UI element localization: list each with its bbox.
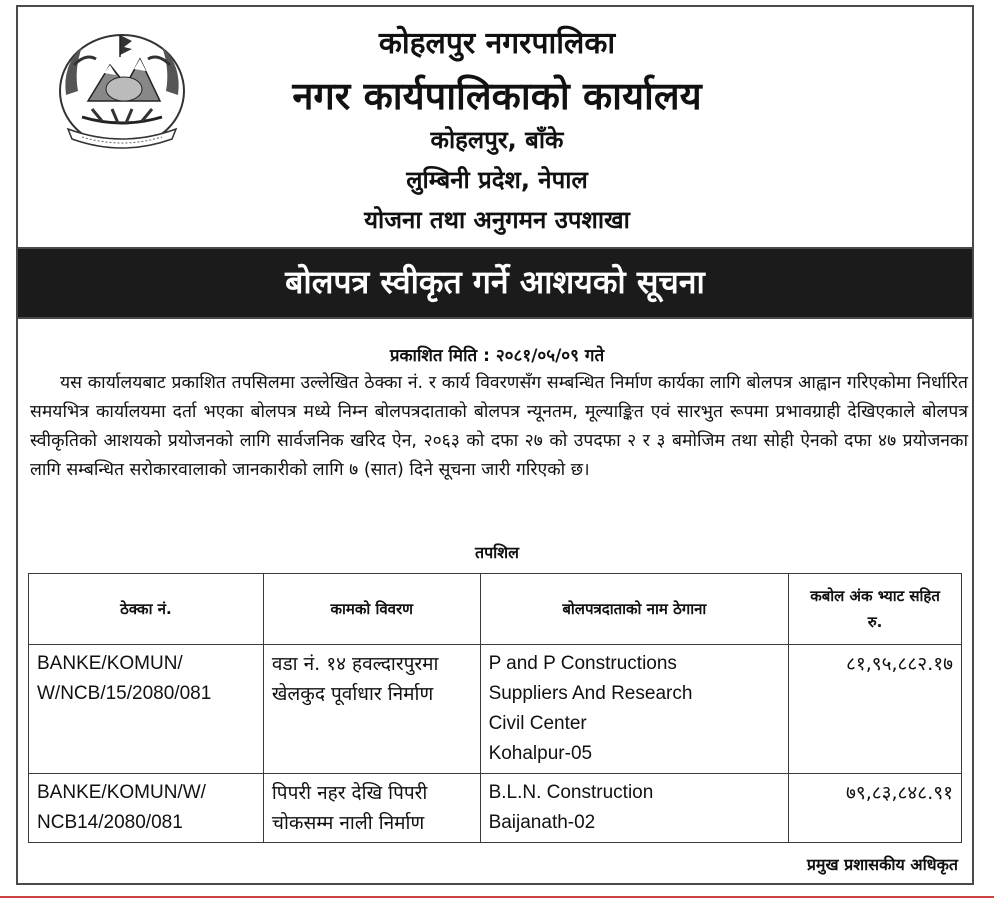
header-bidder: बोलपत्रदाताको नाम ठेगाना — [480, 574, 789, 645]
notice-body: यस कार्यालयबाट प्रकाशित तपसिलमा उल्लेखित ठेक्का नं. र कार्य विवरणसँग सम्बन्धित निर्माण कार्यका लागि बोलपत्र आह्वान गरिएकोमा निर्धारित समयभित्र कार्यालयमा दर्ता भएका बोलपत्र मध्ये निम्न बोलपत्रदाताको बोलपत्र न्यूनतम, मूल्याङ्कित एवं सारभुत रूपमा प्रभावग्राही देखिएकाले बोलपत्र स्वीकृतिको आशयको प्रयोजनको लागि सार्वजनिक खरिद ऐन, २०६३ को दफा २७ को उपदफा २ र ३ बमोजिम तथा सोही ऐनको दफा ४७ प्रयोजनका लागि सम्बन्धित सरोकारवालाको जानकारीको लागि ७ (सात) दिने सूचना जारी गरिएको छ। — [30, 373, 968, 480]
accent-line — [0, 896, 994, 898]
bidder-name: P and P Constructions Suppliers And Research Civil Center Kohalpur-05 — [480, 645, 789, 774]
table-row — [29, 645, 962, 774]
notice-title: बोलपत्र स्वीकृत गर्ने आशयको सूचना — [285, 263, 705, 301]
bid-amount: ७९,८३,८४८.९१ — [789, 774, 962, 843]
province-country: लुम्बिनी प्रदेश, नेपाल — [406, 166, 588, 194]
notice-frame — [16, 5, 974, 885]
table-row — [29, 774, 962, 843]
signatory-title: प्रमुख प्रशासकीय अधिकृत — [806, 855, 958, 874]
municipality-name: कोहलपुर नगरपालिका — [378, 26, 616, 61]
work-description: पिपरी नहर देखि पिपरी चोकसम्म नाली निर्माण — [263, 774, 480, 843]
section-name: योजना तथा अनुगमन उपशाखा — [364, 206, 630, 234]
bid-amount: ८१,९५,८८२.१७ — [789, 645, 962, 774]
table-header-row — [29, 574, 962, 645]
notice-title-banner — [18, 247, 972, 319]
office-name: नगर कार्यपालिकाको कार्यालय — [292, 74, 702, 118]
work-description: वडा नं. १४ हवल्दारपुरमा खेलकुद पूर्वाधार निर्माण — [263, 645, 480, 774]
schedule-label: तपशिल — [474, 543, 520, 562]
bidder-name: B.L.N. Construction Baijanath-02 — [480, 774, 789, 843]
header-contract: ठेक्का नं. — [29, 574, 264, 645]
bid-table — [28, 573, 962, 843]
header-amount: कबोल अंक भ्याट सहित रु. — [789, 574, 962, 645]
contract-number: BANKE/KOMUN/ W/NCB/15/2080/081 — [29, 645, 264, 774]
published-date: प्रकाशित मिति : २०८१/०५/०९ गते — [389, 346, 605, 366]
contract-number: BANKE/KOMUN/W/ NCB14/2080/081 — [29, 774, 264, 843]
header-work: कामको विवरण — [263, 574, 480, 645]
office-address: कोहलपुर, बाँके — [430, 126, 564, 154]
